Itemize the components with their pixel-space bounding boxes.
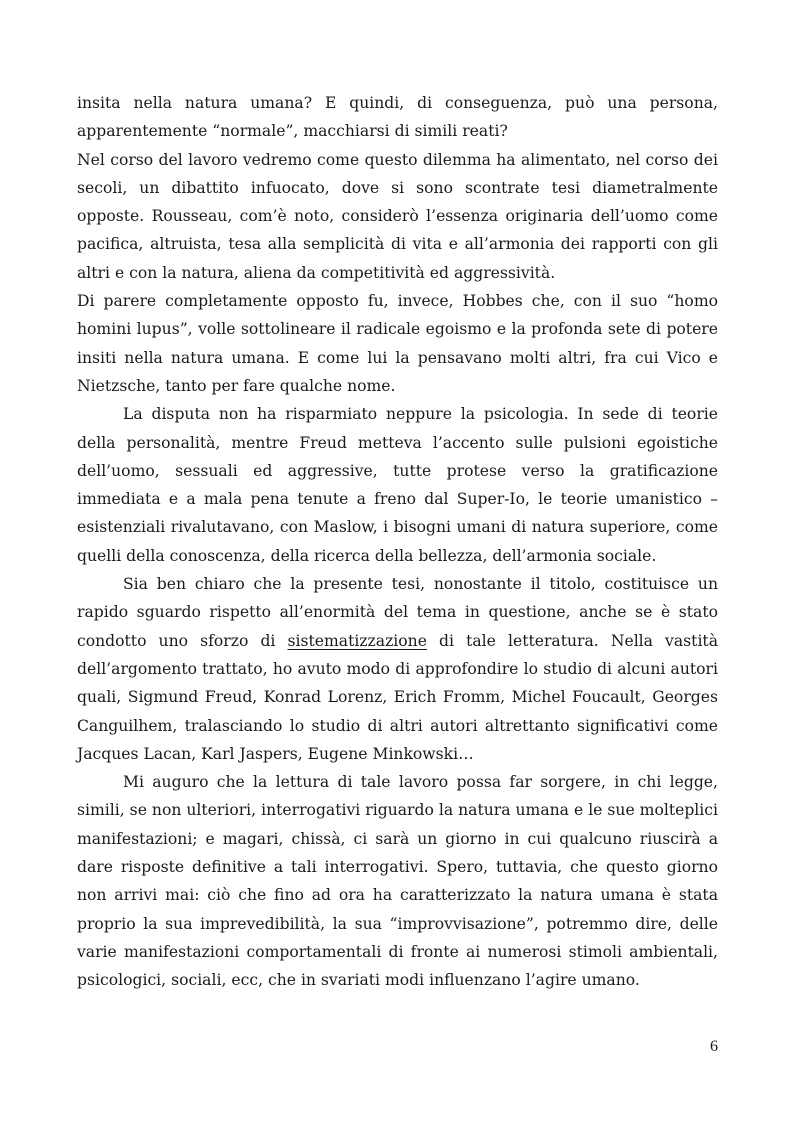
paragraph-conclusion: Mi auguro che la lettura di tale lavoro possa far sorgere, in chi legge, simili, se non ulteriori, interrogativi riguardo la natura umana e le sue molteplici manifestazioni; e magari, chissà, ci sarà un giorno in cui qualcuno riuscirà a dare risposte definitive a tali interrogativi. Spero, tuttavia, che questo giorno non arrivi mai: ciò che fino ad ora ha caratterizzato la natura umana è stata proprio la sua imprevedibilità, la sua “improvvisazione”, potremmo dire, delle varie manifestazioni comportamentali di fronte ai numerosi stimoli ambientali, psicologici, sociali, ecc, che in svariati modi influenzano l’agire umano. bbox=[77, 773, 718, 990]
paragraph-hobbes: Di parere completamente opposto fu, invece, Hobbes che, con il suo “homo homini lupus”, volle sottolineare il radicale egoismo e la profonda sete di potere insiti nella natura umana. E come lui la pensavano molti altri, fra cui Vico e Nietzsche, tanto per fare qualche nome. bbox=[77, 292, 718, 395]
paragraph-thesis-scope-text-before: Sia ben chiaro che la presente tesi, nonostante il titolo, costituisce un rapido sguardo rispetto all’enormità del tema in questione, anche se è stato condotto uno sforzo di bbox=[77, 575, 718, 650]
paragraph-continuation: insita nella natura umana? E quindi, di conseguenza, può una persona, apparentemente “normale”, macchiarsi di simili reati? bbox=[77, 94, 718, 141]
paragraph-thesis-scope-text-after: di tale letteratura. Nella vastità dell’argomento trattato, ho avuto modo di approfondire lo studio di alcuni autori quali, Sigmund Freud, Konrad Lorenz, Erich Fromm, Michel Foucault, Georges Canguilhem, tralasciando lo studio di altri autori altrettanto significativi come Jacques Lacan, Karl Jaspers, Eugene Minkowski… bbox=[77, 631, 718, 763]
underlined-term: sistematizzazione bbox=[287, 631, 427, 650]
paragraph-psychology: La disputa non ha risparmiato neppure la psicologia. In sede di teorie della personalità, mentre Freud metteva l’accento sulle pulsioni egoistiche dell’uomo, sessuali ed aggressive, tutte protese verso la gratificazione immediata e a mala pena tenute a freno dal Super-Io, le teorie umanistico – esistenziali rivalutavano, con Maslow, i bisogni umani di natura superiore, come quelli della conoscenza, della ricerca della bellezza, dell’armonia sociale. bbox=[77, 405, 718, 565]
document-body bbox=[77, 89, 718, 995]
paragraph-thesis-scope bbox=[77, 570, 718, 768]
paragraph-rousseau: Nel corso del lavoro vedremo come questo dilemma ha alimentato, nel corso dei secoli, un dibattito infuocato, dove si sono scontrate tesi diametralmente opposte. Rousseau, com’è noto, considerò l’essenza originaria dell’uomo come pacifica, altruista, tesa alla semplicità di vita e all’armonia dei rapporti con gli altri e con la natura, aliena da competitività ed aggressività. bbox=[77, 150, 718, 282]
page-number: 6 bbox=[710, 1038, 718, 1055]
